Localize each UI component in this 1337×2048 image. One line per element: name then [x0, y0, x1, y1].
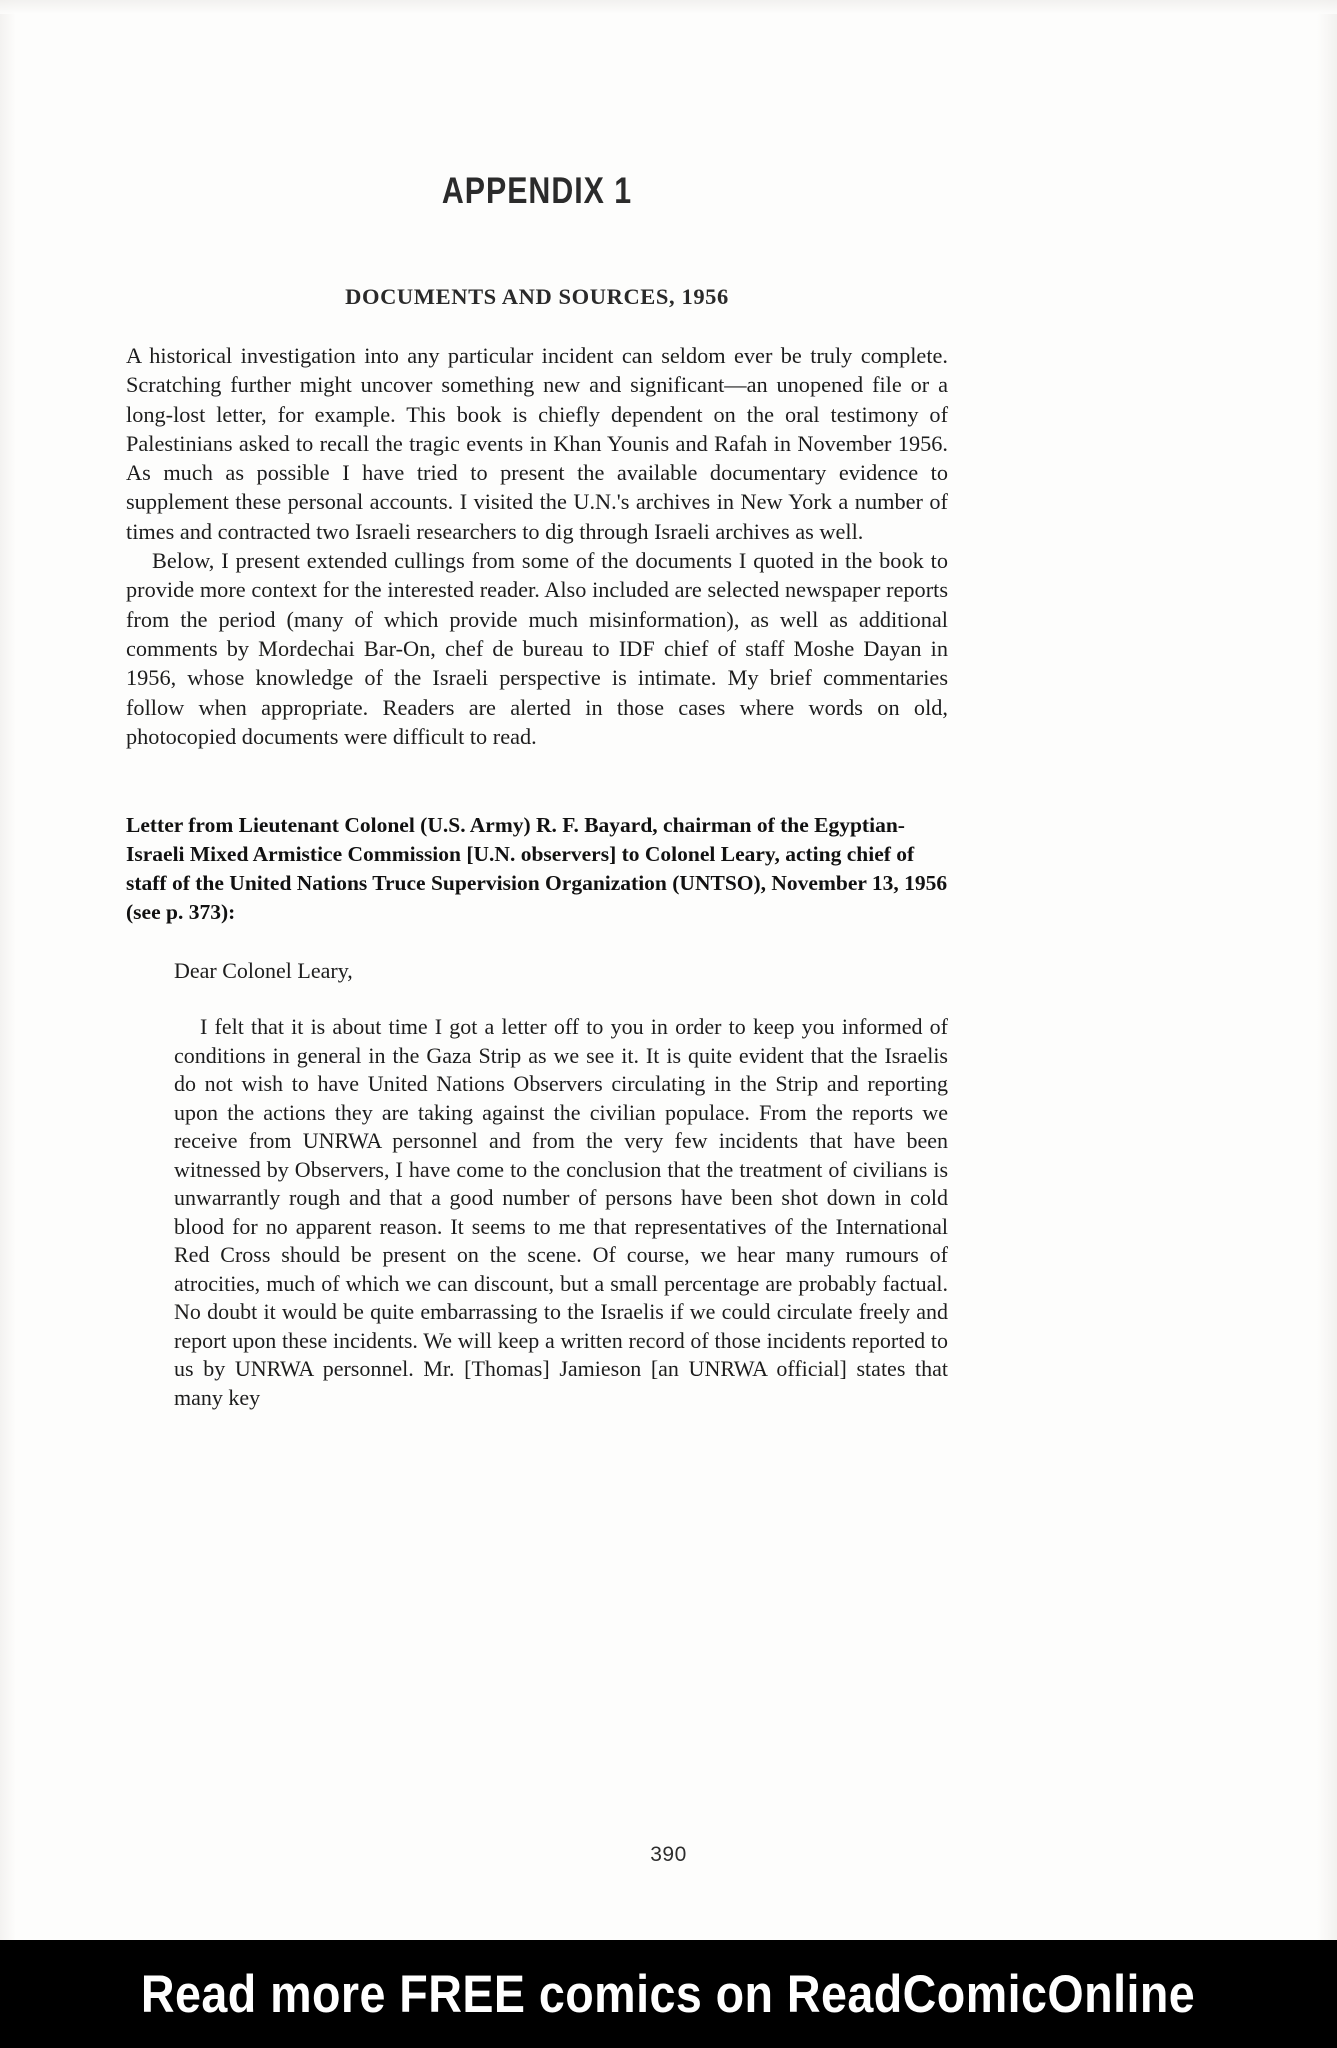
scan-edge-shading-left: [0, 0, 16, 1940]
readcomiconline-footer-banner: [0, 1940, 1337, 2048]
appendix-title: APPENDIX 1: [441, 170, 633, 211]
letter-quote-block: [174, 1013, 948, 1412]
letter-quote-paragraph: I felt that it is about time I got a letter off to you in order to keep you informed of conditions in general in the Gaza Strip as we see it. It is quite evident that the Israelis do not wish to have United Nations Observers circulating in the Strip and reporting upon the actions they are taking against the civilian populace. From the reports we receive from UNRWA personnel and from the very few incidents that have been witnessed by Observers, I have come to the conclusion that the treatment of civilians is unwarrantly rough and that a good number of persons have been shot down in cold blood for no apparent reason. It seems to me that representatives of the International Red Cross should be present on the scene. Of course, we hear many rumours of atrocities, much of which we can discount, but a small percentage are probably factual. No doubt it would be quite embarrassing to the Israelis if we could circulate freely and report upon these incidents. We will keep a written record of those incidents reported to us by UNRWA personnel. Mr. [Thomas] Jamieson [an UNRWA official] states that many key: [174, 1014, 948, 1410]
intro-paragraph-2: Below, I present extended cullings from some of the documents I quoted in the book to provide more context for the interested reader. Also included are selected newspaper reports from the period (many of which provide much misinformation), as well as additional comments by Mordechai Bar-On, chef de bureau to IDF chief of staff Moshe Dayan in 1956, whose knowledge of the Israeli perspective is intimate. My brief commentaries follow when appropriate. Readers are alerted in those cases where words on old, photocopied documents were difficult to read.: [126, 548, 948, 749]
section-subtitle: DOCUMENTS AND SOURCES, 1956: [345, 284, 729, 309]
page-text-column: [126, 0, 948, 1412]
scan-edge-shading-right: [1317, 0, 1337, 1940]
document-entry-heading: Letter from Lieutenant Colonel (U.S. Army) R. F. Bayard, chairman of the Egyptian-Israeli Mixed Armistice Commission [U.N. observers] to Colonel Leary, acting chief of staff of the United Nations Truce Supervision Organization (UNTSO), November 13, 1956 (see p. 373):: [126, 813, 948, 924]
letter-salutation: Dear Colonel Leary,: [174, 958, 353, 984]
intro-paragraph-1: A historical investigation into any particular incident can seldom ever be truly complete. Scratching further might uncover something new and significant—an unopened file or a long-lost letter, for example. This book is chiefly dependent on the oral testimony of Palestinians asked to recall the tragic events in Khan Younis and Rafah in November 1956. As much as possible I have tried to present the available documentary evidence to supplement these personal accounts. I visited the U.N.'s archives in New York a number of times and contracted two Israeli researchers to dig through Israeli archives as well.: [126, 343, 948, 544]
footer-banner-text: Read more FREE comics on ReadComicOnline: [141, 1964, 1196, 2024]
page-number: 390: [650, 1843, 687, 1866]
